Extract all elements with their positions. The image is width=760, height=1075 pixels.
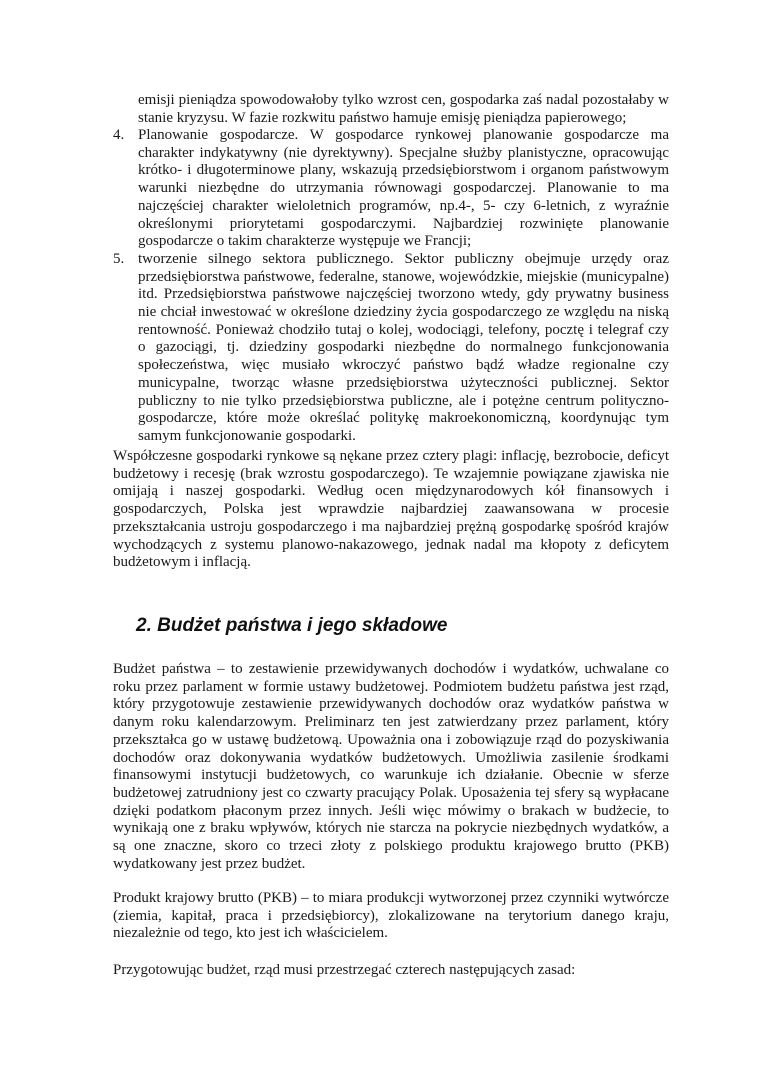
list-item-text: tworzenie silnego sektora publicznego. Sektor publiczny obejmuje urzędy oraz przedsiębiorstwa państwowe, federalne, stanowe, wojewódzkie, miejskie (municypalne) itd. Przedsiębiorstwa państwowe najczęściej tworzono wtedy, gdy prywatny business nie chciał inwestować w określone dziedziny życia gospodarczego ze względu na niską rentowność. Ponieważ chodziło tutaj o kolej, wodociągi, telefony, pocztę i telegraf czy o gazociągi, tj. dziedziny gospodarki niezbędne do normalnego funkcjonowania społeczeństwa, więc musiało wkroczyć państwo bądź władze regionalne czy municypalne, tworząc własne przedsiębiorstwa użyteczności publicznej. Sektor publiczny to nie tylko przedsiębiorstwa publiczne, ale i potężne centrum polityczno-gospodarcze, które może określać politykę makroekonomiczną, koordynując tym samym funkcjonowanie gospodarki. bbox=[138, 250, 669, 444]
paragraph-gdp-definition: Produkt krajowy brutto (PKB) – to miara produkcji wytworzonej przez czynniki wytwórcze (ziemia, kapitał, praca i przedsiębiorcy), zlokalizowane na terytorium danego kraju, niezależnie od tego, kto jest ich właścicielem. bbox=[113, 890, 669, 942]
list-continuation-text: emisji pieniądza spowodowałoby tylko wzrost cen, gospodarka zaś nadal pozostałaby w stanie kryzysu. W fazie rozkwitu państwo hamuje emisję pieniądza papierowego; bbox=[138, 92, 669, 126]
list-item-text: Planowanie gospodarcze. W gospodarce rynkowej planowanie gospodarcze ma charakter indykatywny (nie dyrektywny). Specjalne służby planistyczne, opracowując krótko- i długoterminowe plany, wskazują przedsiębiorstwom i organom państwowym warunki niezbędne do utrzymania równowagi gospodarczej. Planowanie to ma najczęściej charakter wieloletnich programów, np.4-, 5- czy 6-letnich, z wyraźnie określonymi priorytetami gospodarczymi. Najbardziej rozwinięte planowanie gospodarcze o takim charakterze występuje we Francji; bbox=[138, 127, 669, 250]
list-item bbox=[113, 127, 669, 251]
numbered-list bbox=[113, 127, 669, 446]
list-item-number: 5. bbox=[113, 250, 125, 267]
paragraph-budget-definition: Budżet państwa – to zestawienie przewidywanych dochodów i wydatków, uchwalane co roku przez parlament w formie ustawy budżetowej. Podmiotem budżetu państwa jest rząd, który przygotowuje zestawienie przewidywanych dochodów oraz wydatków państwa w danym roku kalendarzowym. Preliminarz ten jest zatwierdzany przez parlament, który przekształca go w ustawę budżetową. Upoważnia ona i zobowiązuje rząd do pozyskiwania dochodów oraz dokonywania wydatków budżetowych. Umożliwia zasilenie środkami finansowymi instytucji budżetowych, co warunkuje ich działanie. Obecnie w sferze budżetowej zatrudniony jest co czwarty pracujący Polak. Uposażenia tej sfery są wypłacane dzięki podatkom płaconym przez innych. Jeśli więc mówimy o brakach w budżecie, to wynikają one z braku wpływów, których nie starcza na pokrycie niezbędnych wydatków, a są one znaczne, skoro co trzeci złoty z polskiego produktu krajowego brutto (PKB) wydatkowany jest przez budżet. bbox=[113, 661, 669, 872]
list-item bbox=[113, 251, 669, 446]
paragraph-plagues: Współczesne gospodarki rynkowe są nękane przez cztery plagi: inflację, bezrobocie, deficyt budżetowy i recesję (brak wzrostu gospodarczego). Te wzajemnie powiązane zjawiska nie omijają i naszej gospodarki. Według ocen międzynarodowych kół finansowych i gospodarczych, Polska jest wprawdzie najbardziej zaawansowana w procesie przekształcania ustroju gospodarczego i ma najbardziej prężną gospodarkę spośród krajów wychodzących z systemu planowo-nakazowego, jednak nadal ma kłopoty z deficytem budżetowym i inflacją. bbox=[113, 448, 669, 571]
section-heading: 2. Budżet państwa i jego składowe bbox=[136, 615, 448, 636]
list-item-number: 4. bbox=[113, 127, 125, 143]
paragraph-budget-rules-intro: Przygotowując budżet, rząd musi przestrzegać czterech następujących zasad: bbox=[113, 962, 576, 978]
